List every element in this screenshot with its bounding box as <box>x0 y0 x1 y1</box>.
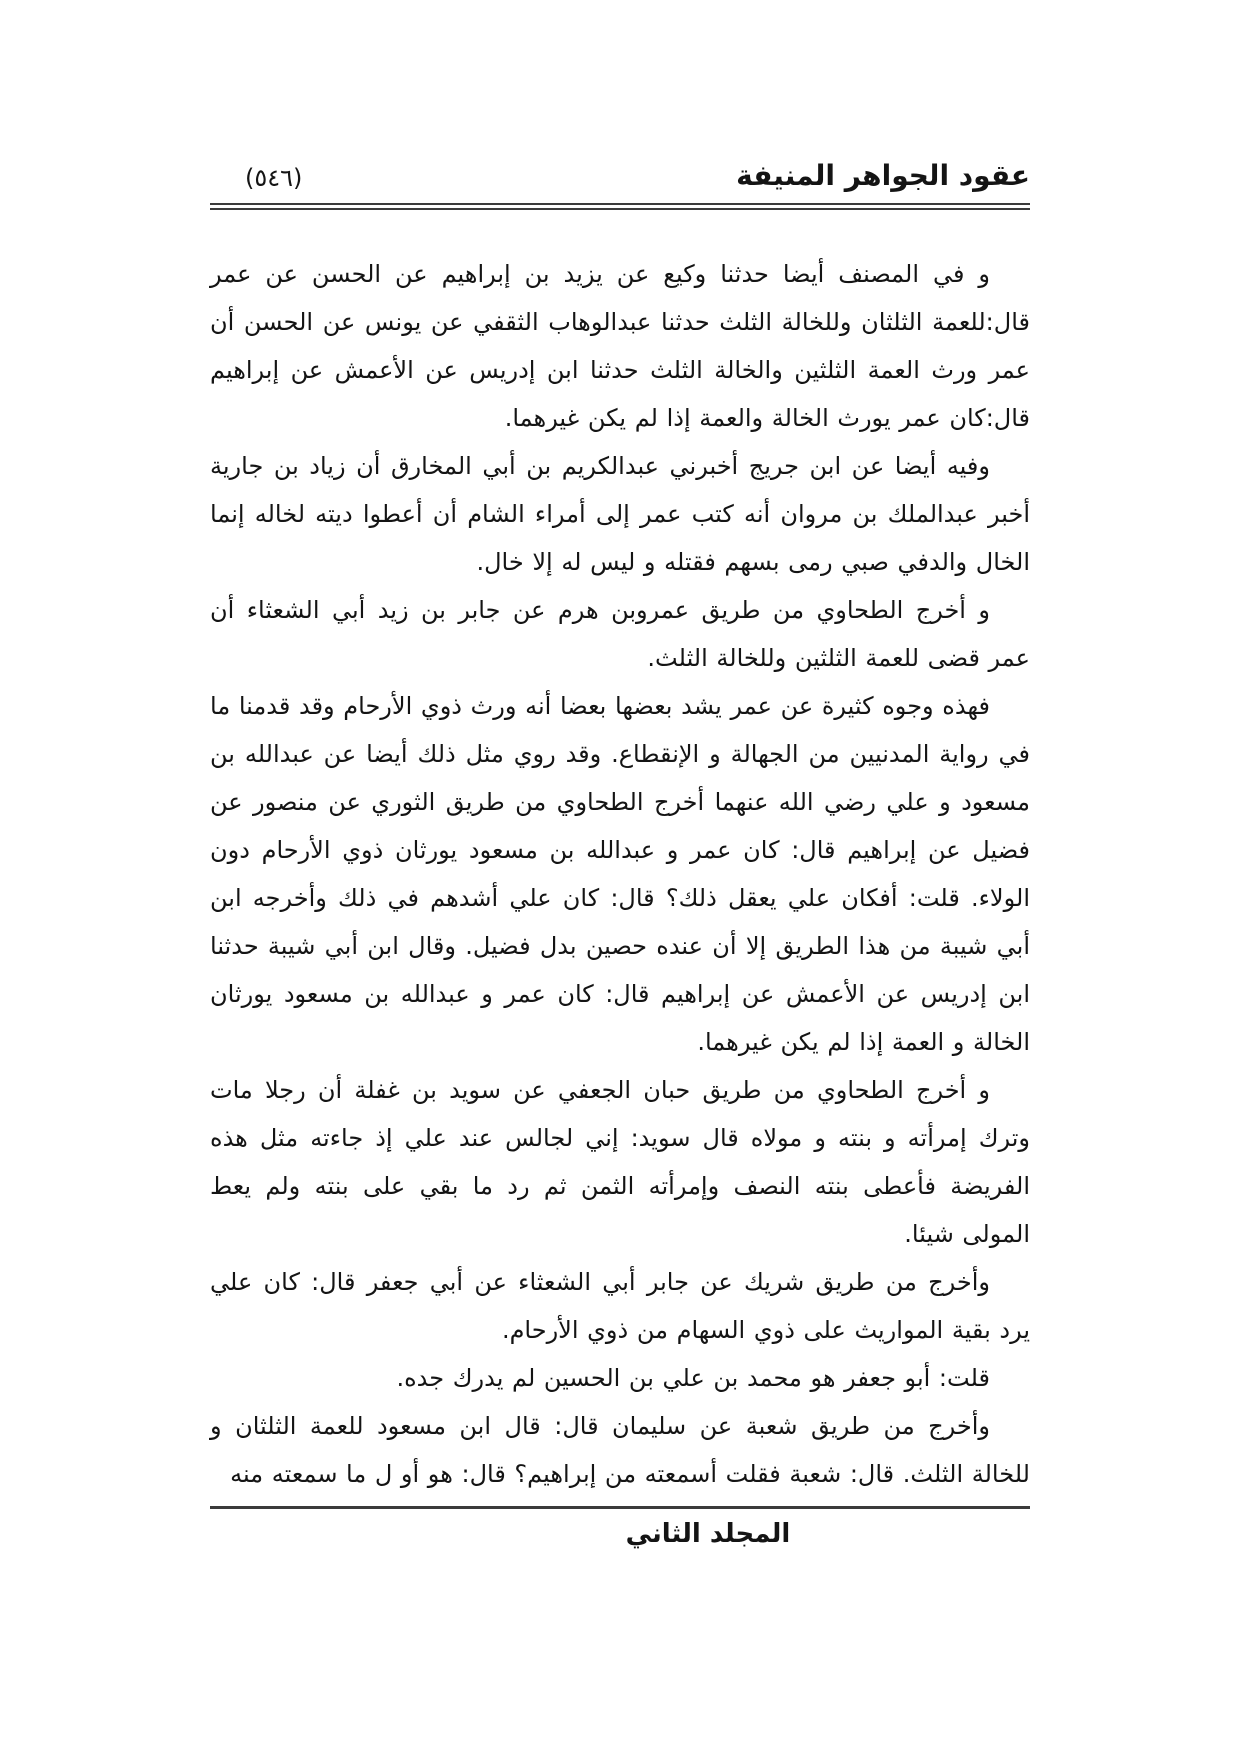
footer-rule <box>210 1506 1030 1509</box>
volume-label: المجلد الثاني <box>625 1519 791 1549</box>
body-text <box>210 250 1030 1498</box>
paragraph: وأخرج من طريق شعبة عن سليمان قال: قال ابن مسعود للعمة الثلثان و للخالة الثلث. قال: شعبة فقلت أسمعته من إبراهيم؟ قال: هو أو ل ما سمعته منه <box>210 1412 1030 1488</box>
book-title: عقود الجواهر المنيفة <box>736 159 1030 192</box>
page-number: (٥٤٦) <box>245 164 303 193</box>
paragraph: و في المصنف أيضا حدثنا وكيع عن يزيد بن إبراهيم عن الحسن عن عمر قال:للعمة الثلثان وللخالة الثلث حدثنا عبدالوهاب الثقفي عن يونس عن الحسن أن عمر ورث العمة الثلثين والخالة الثلث حدثنا ابن إدريس عن الأعمش عن إبراهيم قال:كان عمر يورث الخالة والعمة إذا لم يكن غيرهما. <box>210 260 1030 432</box>
paragraph: وفيه أيضا عن ابن جريج أخبرني عبدالكريم بن أبي المخارق أن زياد بن جارية أخبر عبدالملك بن مروان أنه كتب عمر إلى أمراء الشام أن أعطوا ديته لخاله إنما الخال والدفي صبي رمى بسهم فقتله و ليس له إلا خال. <box>210 452 1030 576</box>
paragraph: و أخرج الطحاوي من طريق عمروبن هرم عن جابر بن زيد أبي الشعثاء أن عمر قضى للعمة الثلثين وللخالة الثلث. <box>210 596 1030 672</box>
paragraph: وأخرج من طريق شريك عن جابر أبي الشعثاء عن أبي جعفر قال: كان علي يرد بقية المواريث على ذوي السهام من ذوي الأرحام. <box>210 1268 1030 1344</box>
page-footer <box>210 1506 1030 1549</box>
paragraph: و أخرج الطحاوي من طريق حبان الجعفي عن سويد بن غفلة أن رجلا مات وترك إمرأته و بنته و مولاه قال سويد: إني لجالس عند علي إذ جاءته مثل هذه الفريضة فأعطى بنته النصف وإمرأته الثمن ثم رد ما بقي على بنته ولم يعط المولى شيئا. <box>210 1076 1030 1248</box>
page-header <box>210 158 1030 210</box>
paragraph: فهذه وجوه كثيرة عن عمر يشد بعضها بعضا أنه ورث ذوي الأرحام وقد قدمنا ما في رواية المدنيين من الجهالة و الإنقطاع. وقد روي مثل ذلك أيضا عن عبدالله بن مسعود و علي رضي الله عنهما أخرج الطحاوي من طريق الثوري عن منصور عن فضيل عن إبراهيم قال: كان عمر و عبدالله بن مسعود يورثان ذوي الأرحام دون الولاء. قلت: أفكان علي يعقل ذلك؟ قال: كان علي أشدهم في ذلك وأخرجه ابن أبي شيبة من هذا الطريق إلا أن عنده حصين بدل فضيل. وقال ابن أبي شيبة حدثنا ابن إدريس عن الأعمش عن إبراهيم قال: كان عمر و عبدالله بن مسعود يورثان الخالة و العمة إذا لم يكن غيرهما. <box>210 692 1030 1056</box>
header-row <box>210 158 1030 194</box>
paragraph: قلت: أبو جعفر هو محمد بن علي بن الحسين لم يدرك جده. <box>396 1364 990 1392</box>
header-rule <box>210 203 1030 210</box>
